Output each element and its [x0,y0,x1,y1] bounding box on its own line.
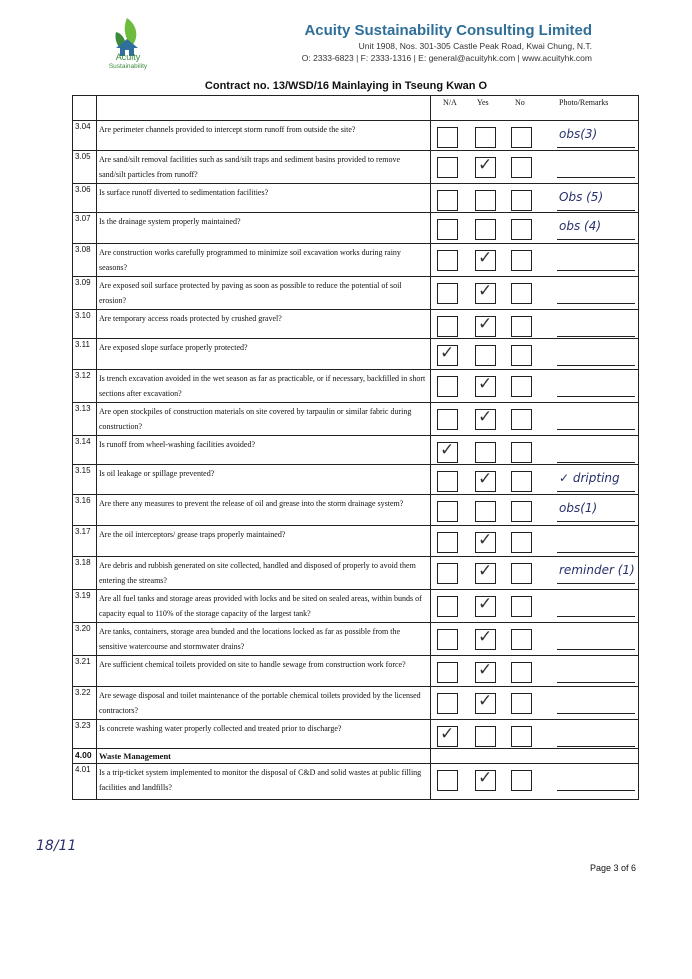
check-mark: ✓ [478,155,493,175]
remark-line [557,396,635,397]
item-question: Are tanks, containers, storage area bunded and the locations locked as far as possible from the sensitive watercourse and stormwater drains? [97,623,431,656]
remark-line [557,429,635,430]
no-checkbox[interactable] [511,770,532,791]
check-mark: ✓ [440,440,455,460]
no-checkbox[interactable] [511,345,532,366]
no-checkbox[interactable] [511,532,532,553]
check-mark: ✓ [478,561,493,581]
company-name: Acuity Sustainability Consulting Limited [304,22,592,39]
item-number: 3.14 [73,436,97,465]
yes-checkbox[interactable] [475,345,496,366]
na-checkbox[interactable] [437,501,458,522]
na-checkbox[interactable] [437,219,458,240]
item-number: 3.07 [73,213,97,244]
item-options [431,310,639,339]
na-checkbox[interactable] [437,376,458,397]
table-header-row [73,96,639,121]
no-checkbox[interactable] [511,471,532,492]
remark-line [557,616,635,617]
item-options [431,526,639,557]
item-options [431,151,639,184]
na-checkbox[interactable] [437,442,458,463]
remark-line [557,462,635,463]
section-number: 4.00 [73,749,97,764]
yes-checkbox[interactable] [475,563,496,584]
item-options [431,656,639,687]
item-question: Are the oil interceptors/ grease traps properly maintained? [97,526,431,557]
na-checkbox[interactable] [437,596,458,617]
item-options [431,339,639,370]
yes-checkbox[interactable] [475,442,496,463]
no-checkbox[interactable] [511,283,532,304]
item-number: 3.20 [73,623,97,656]
na-checkbox[interactable] [437,250,458,271]
col-yes-label: Yes [477,98,489,107]
check-mark: ✓ [478,281,493,301]
no-checkbox[interactable] [511,693,532,714]
item-options [431,184,639,213]
yes-checkbox[interactable] [475,532,496,553]
logo-sub: Sustainability [108,63,148,70]
remark-line [557,521,635,522]
check-mark: ✓ [478,469,493,489]
na-checkbox[interactable] [437,316,458,337]
remark-line [557,552,635,553]
item-options [431,623,639,656]
no-checkbox[interactable] [511,501,532,522]
item-options [431,403,639,436]
table-row [73,465,639,495]
remark-line [557,491,635,492]
handwritten-date: 18/11 [36,838,77,854]
item-number: 3.21 [73,656,97,687]
item-question: Are open stockpiles of construction materials on site covered by tarpaulin or similar fabric during construction? [97,403,431,436]
header-num-cell [73,96,97,121]
logo-text [88,52,168,72]
item-number: 3.06 [73,184,97,213]
table-row [73,244,639,277]
yes-checkbox[interactable] [475,283,496,304]
company-header [302,22,592,64]
item-options [431,370,639,403]
yes-checkbox[interactable] [475,127,496,148]
table-row [73,310,639,339]
yes-checkbox[interactable] [475,376,496,397]
item-number: 3.10 [73,310,97,339]
col-remarks-label: Photo/Remarks [559,98,609,107]
item-number: 3.13 [73,403,97,436]
section-options-cell [431,749,639,764]
no-checkbox[interactable] [511,219,532,240]
no-checkbox[interactable] [511,250,532,271]
table-row [73,184,639,213]
item-number: 3.04 [73,121,97,151]
yes-checkbox[interactable] [475,471,496,492]
remark-line [557,239,635,240]
remark-line [557,790,635,791]
item-number: 3.22 [73,687,97,720]
item-options [431,121,639,151]
no-checkbox[interactable] [511,596,532,617]
table-row [73,495,639,526]
table-row [73,277,639,310]
item-question: Is concrete washing water properly collected and treated prior to discharge? [97,720,431,749]
table-row [73,764,639,800]
table-row [73,590,639,623]
no-checkbox[interactable] [511,157,532,178]
item-question: Is the drainage system properly maintained? [97,213,431,244]
item-options [431,465,639,495]
item-options [431,687,639,720]
na-checkbox[interactable] [437,726,458,747]
no-checkbox[interactable] [511,662,532,683]
yes-checkbox[interactable] [475,157,496,178]
no-checkbox[interactable] [511,629,532,650]
remark-line [557,210,635,211]
table-row [73,339,639,370]
item-number: 3.08 [73,244,97,277]
item-question: Is trench excavation avoided in the wet season as far as practicable, or if necessary, backfilled in short sections after excavation? [97,370,431,403]
check-mark: ✓ [478,594,493,614]
handwritten-remark: reminder (1) [559,563,635,577]
no-checkbox[interactable] [511,316,532,337]
no-checkbox[interactable] [511,190,532,211]
na-checkbox[interactable] [437,471,458,492]
yes-checkbox[interactable] [475,596,496,617]
item-options [431,557,639,590]
remark-line [557,682,635,683]
handwritten-remark: obs(1) [559,501,598,515]
item-options [431,764,639,800]
contract-title: Contract no. 13/WSD/16 Mainlaying in Tseung Kwan O [204,80,488,92]
checklist-table [72,95,639,800]
na-checkbox[interactable] [437,345,458,366]
check-mark: ✓ [478,627,493,647]
item-number: 3.19 [73,590,97,623]
item-question: Are exposed slope surface properly protected? [97,339,431,370]
item-question: Are temporary access roads protected by crushed gravel? [97,310,431,339]
remark-line [557,746,635,747]
remark-line [557,649,635,650]
na-checkbox[interactable] [437,629,458,650]
handwritten-remark: Obs (5) [559,190,604,204]
yes-checkbox[interactable] [475,693,496,714]
check-mark: ✓ [478,407,493,427]
item-question: Are all fuel tanks and storage areas provided with locks and be sited on sealed areas, within bunds of capacity equal to 110% of the storage capacity of the largest tank? [97,590,431,623]
no-checkbox[interactable] [511,409,532,430]
handwritten-remark: obs(3) [559,127,598,141]
check-mark: ✓ [478,314,493,334]
remark-line [557,270,635,271]
item-number: 3.09 [73,277,97,310]
remark-line [557,303,635,304]
na-checkbox[interactable] [437,190,458,211]
item-options [431,495,639,526]
header-options-cell [431,96,639,121]
item-question: Are sufficient chemical toilets provided on site to handle sewage from construction work force? [97,656,431,687]
item-question: Are perimeter channels provided to intercept storm runoff from outside the site? [97,121,431,151]
yes-checkbox[interactable] [475,726,496,747]
na-checkbox[interactable] [437,157,458,178]
item-question: Are sand/silt removal facilities such as sand/silt traps and sediment basins provided to remove sand/silt particles from runoff? [97,151,431,184]
yes-checkbox[interactable] [475,316,496,337]
check-mark: ✓ [478,768,493,788]
table-row [73,526,639,557]
no-checkbox[interactable] [511,442,532,463]
item-number: 4.01 [73,764,97,800]
remark-line [557,147,635,148]
item-number: 3.11 [73,339,97,370]
table-row [73,436,639,465]
no-checkbox[interactable] [511,726,532,747]
yes-checkbox[interactable] [475,501,496,522]
yes-checkbox[interactable] [475,629,496,650]
col-no-label: No [515,98,525,107]
item-question: Are there any measures to prevent the release of oil and grease into the storm drainage system? [97,495,431,526]
na-checkbox[interactable] [437,409,458,430]
table-row [73,687,639,720]
na-checkbox[interactable] [437,693,458,714]
na-checkbox[interactable] [437,662,458,683]
item-question: Are exposed soil surface protected by paving as soon as possible to reduce the potential of soil erosion? [97,277,431,310]
item-number: 3.16 [73,495,97,526]
col-na-label: N/A [443,98,457,107]
item-options [431,277,639,310]
yes-checkbox[interactable] [475,409,496,430]
item-options [431,720,639,749]
table-row [73,370,639,403]
remark-line [557,365,635,366]
table-row [73,623,639,656]
na-checkbox[interactable] [437,770,458,791]
item-number: 3.18 [73,557,97,590]
check-mark: ✓ [478,374,493,394]
item-question: Is oil leakage or spillage prevented? [97,465,431,495]
na-checkbox[interactable] [437,127,458,148]
check-mark: ✓ [478,691,493,711]
item-options [431,436,639,465]
check-mark: ✓ [440,724,455,744]
item-question: Is runoff from wheel-washing facilities avoided? [97,436,431,465]
item-question: Are debris and rubbish generated on site collected, handled and disposed of properly to avoid them entering the streams? [97,557,431,590]
yes-checkbox[interactable] [475,250,496,271]
item-number: 3.23 [73,720,97,749]
yes-checkbox[interactable] [475,770,496,791]
handwritten-remark: obs (4) [559,219,602,233]
na-checkbox[interactable] [437,532,458,553]
item-number: 3.05 [73,151,97,184]
item-question: Are construction works carefully programmed to minimize soil excavation works during rainy seasons? [97,244,431,277]
remark-line [557,177,635,178]
page-number: Page 3 of 6 [589,863,636,873]
section-row [73,749,639,764]
item-number: 3.12 [73,370,97,403]
item-options [431,213,639,244]
company-address: Unit 1908, Nos. 301-305 Castle Peak Road, Kwai Chung, N.T. [358,41,592,51]
no-checkbox[interactable] [511,563,532,584]
table-row [73,403,639,436]
yes-checkbox[interactable] [475,190,496,211]
handwritten-remark: ✓ dripting [559,471,620,485]
check-mark: ✓ [478,248,493,268]
check-mark: ✓ [440,343,455,363]
item-question: Are sewage disposal and toilet maintenance of the portable chemical toilets provided by the licensed contractors? [97,687,431,720]
no-checkbox[interactable] [511,127,532,148]
check-mark: ✓ [478,660,493,680]
company-contact: O: 2333-6823 | F: 2333-1316 | E: general@acuityhk.com | www.acuityhk.com [301,53,592,63]
table-row [73,720,639,749]
header-question-cell [97,96,431,121]
remark-line [557,583,635,584]
table-row [73,557,639,590]
no-checkbox[interactable] [511,376,532,397]
yes-checkbox[interactable] [475,219,496,240]
check-mark: ✓ [478,530,493,550]
na-checkbox[interactable] [437,563,458,584]
table-row [73,151,639,184]
item-options [431,244,639,277]
yes-checkbox[interactable] [475,662,496,683]
item-options [431,590,639,623]
item-number: 3.15 [73,465,97,495]
remark-line [557,336,635,337]
item-question: Is a trip-ticket system implemented to monitor the disposal of C&D and solid wastes at public filling facilities and landfills? [97,764,431,800]
logo-name: Acuity [115,52,141,62]
table-row [73,121,639,151]
remark-line [557,713,635,714]
item-question: Is surface runoff diverted to sedimentation facilities? [97,184,431,213]
item-number: 3.17 [73,526,97,557]
na-checkbox[interactable] [437,283,458,304]
table-row [73,213,639,244]
table-row [73,656,639,687]
section-title: Waste Management [97,749,431,764]
